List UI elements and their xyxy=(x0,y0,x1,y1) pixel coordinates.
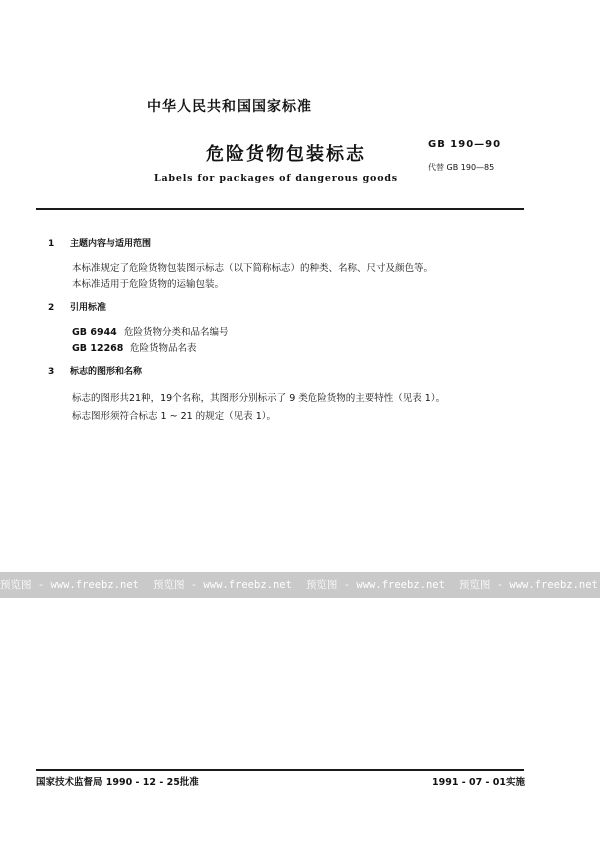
section-3-para-2: 标志图形须符合标志 1 ~ 21 的规定（见表 1）。 xyxy=(72,411,276,422)
section-1-heading xyxy=(48,236,151,249)
section-3-title: 标志的图形和名称 xyxy=(70,367,143,377)
standard-code: GB 190—90 xyxy=(428,139,502,150)
watermark-text: 预览图 - www.freebz.net xyxy=(305,579,445,591)
footer-divider xyxy=(36,769,524,771)
reference-code: GB 12268 xyxy=(72,343,124,354)
section-2-heading xyxy=(48,300,106,313)
reference-code: GB 6944 xyxy=(72,327,117,338)
reference-item xyxy=(72,340,197,354)
section-1-number: 1 xyxy=(48,239,55,249)
section-1-para-1: 本标准规定了危险货物包装图示标志（以下简称标志）的种类、名称、尺寸及颜色等。 xyxy=(72,263,434,274)
watermark-band xyxy=(0,572,600,598)
national-standard-label: 中华人民共和国国家标准 xyxy=(147,99,312,115)
watermark-text: 预览图 - www.freebz.net xyxy=(458,579,598,591)
section-3-para-1: 标志的图形共21种，19个名称，其图形分别标示了 9 类危险货物的主要特性（见表 1）。 xyxy=(72,393,446,404)
section-2-title: 引用标准 xyxy=(70,303,107,313)
watermark-text: 预览图 - www.freebz.net xyxy=(0,579,139,591)
section-1-title: 主题内容与适用范围 xyxy=(70,239,152,249)
watermark-text: 预览图 - www.freebz.net xyxy=(152,579,292,591)
section-1-para-2: 本标准适用于危险货物的运输包装。 xyxy=(72,279,225,290)
replaces-note: 代替 GB 190—85 xyxy=(428,163,495,172)
page-subtitle-en: Labels for packages of dangerous goods xyxy=(154,173,398,184)
page-title: 危险货物包装标志 xyxy=(206,144,366,165)
section-3-heading xyxy=(48,364,142,377)
section-3-number: 3 xyxy=(48,367,55,377)
section-2-number: 2 xyxy=(48,303,55,313)
effective-date: 1991 - 07 - 01实施 xyxy=(432,777,525,788)
reference-name: 危险货物品名表 xyxy=(130,343,197,354)
header-divider xyxy=(36,208,524,210)
reference-item xyxy=(72,324,229,338)
reference-name: 危险货物分类和品名编号 xyxy=(124,327,229,338)
approval-date: 国家技术监督局 1990 - 12 - 25批准 xyxy=(36,777,199,788)
